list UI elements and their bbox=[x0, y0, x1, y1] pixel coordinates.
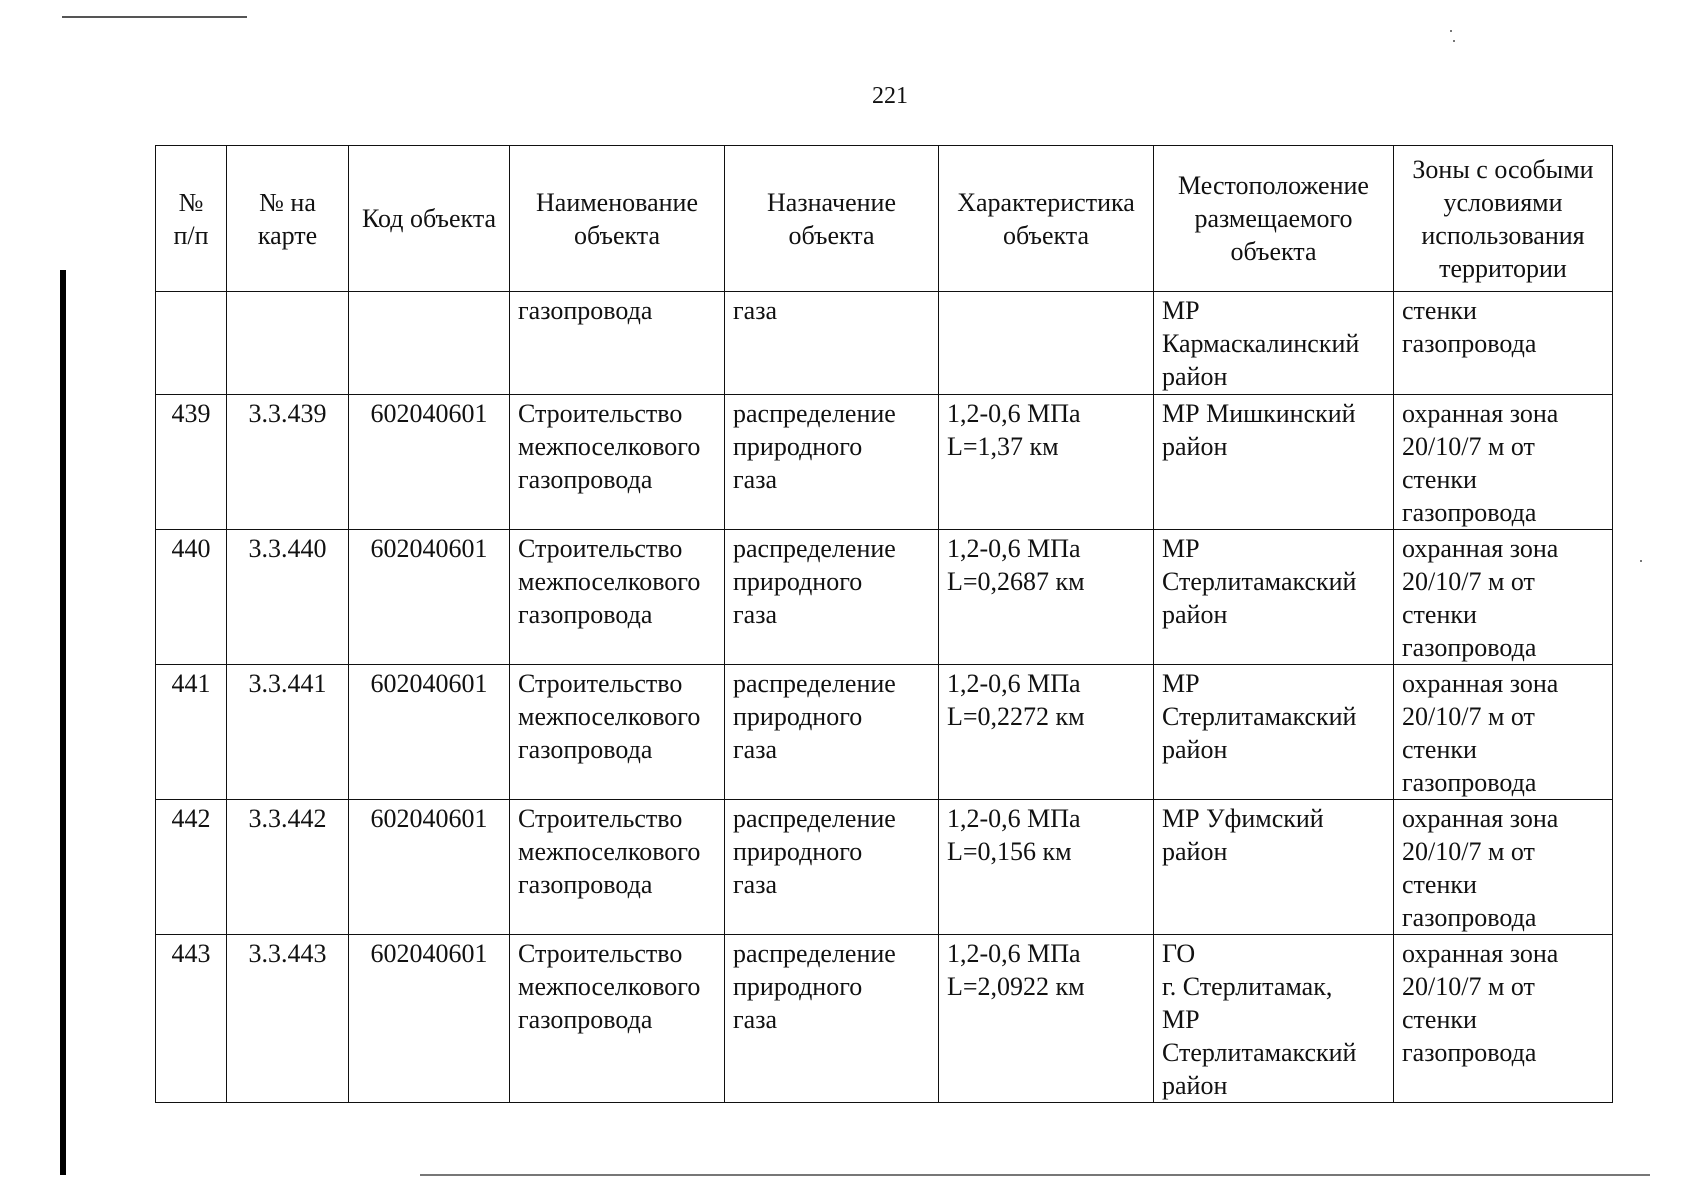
cell-text-line: Стерлитамакский bbox=[1162, 567, 1357, 596]
cell-text-line: 1,2-0,6 МПа bbox=[947, 534, 1081, 563]
header-special-zones bbox=[1394, 146, 1613, 292]
header-object-characteristic bbox=[939, 146, 1154, 292]
cell-text-line: стенки bbox=[1402, 735, 1477, 764]
cell-text-line: Строительство bbox=[518, 804, 683, 833]
cell-text-line: Строительство bbox=[518, 399, 683, 428]
cell-text-line: Строительство bbox=[518, 534, 683, 563]
cell-text-line: межпоселкового bbox=[518, 702, 701, 731]
cell-text-line: газопровода bbox=[1402, 903, 1537, 932]
cell-text-line: Назначение bbox=[767, 187, 896, 217]
cell-text-line: L=0,156 км bbox=[947, 837, 1072, 866]
cell-object-name bbox=[510, 665, 725, 800]
cell-text-line: район bbox=[1162, 1071, 1228, 1100]
cell-row-number: 442 bbox=[156, 800, 227, 935]
table-row bbox=[156, 665, 1613, 800]
cell-object-name bbox=[510, 395, 725, 530]
cell-text-line: стенки bbox=[1402, 1005, 1477, 1034]
cell-text-line: газопровода bbox=[518, 600, 653, 629]
cell-special-zones bbox=[1394, 665, 1613, 800]
cell-object-purpose bbox=[725, 935, 939, 1103]
cell-map-number: 3.3.439 bbox=[227, 395, 349, 530]
cell-text-line: г. Стерлитамак, bbox=[1162, 972, 1333, 1001]
header-map-number bbox=[227, 146, 349, 292]
cell-text-line: межпоселкового bbox=[518, 432, 701, 461]
scan-artifact-dot bbox=[1450, 30, 1452, 32]
cell-text-line: 1,2-0,6 МПа bbox=[947, 939, 1081, 968]
cell-text-line: условиями bbox=[1443, 187, 1563, 217]
cell-object-name bbox=[510, 292, 725, 395]
cell-text-line: распределение bbox=[733, 669, 896, 698]
cell-text-line: стенки bbox=[1402, 296, 1477, 325]
cell-text-line: газопровода bbox=[1402, 329, 1537, 358]
cell-object-name bbox=[510, 800, 725, 935]
scan-artifact-bottom-line bbox=[420, 1174, 1650, 1176]
cell-text-line: L=1,37 км bbox=[947, 432, 1059, 461]
cell-text-line: стенки bbox=[1402, 870, 1477, 899]
cell-text-line: район bbox=[1162, 600, 1228, 629]
cell-map-number: 3.3.442 bbox=[227, 800, 349, 935]
page-number: 221 bbox=[872, 83, 908, 109]
cell-text-line: газа bbox=[733, 870, 778, 899]
cell-text-line: 1,2-0,6 МПа bbox=[947, 669, 1081, 698]
cell-text-line: карте bbox=[257, 220, 318, 250]
cell-text-line: объекта bbox=[1002, 220, 1090, 250]
cell-text-line: Наименование bbox=[536, 187, 698, 217]
cell-text-line: охранная зона bbox=[1402, 804, 1559, 833]
cell-text-line: Код объекта bbox=[361, 204, 497, 233]
cell-text-line: газа bbox=[733, 735, 778, 764]
cell-text-line: газопровода bbox=[1402, 633, 1537, 662]
cell-text-line: объекта bbox=[573, 220, 661, 250]
table-row bbox=[156, 935, 1613, 1103]
cell-text-line: природного bbox=[733, 567, 863, 596]
cell-row-number: 440 bbox=[156, 530, 227, 665]
cell-text-line: газопровода bbox=[518, 465, 653, 494]
cell-text-line: объекта bbox=[1230, 237, 1317, 266]
cell-text-line: Местоположение bbox=[1178, 171, 1369, 200]
cell-object-code: 602040601 bbox=[349, 530, 510, 665]
cell-object-purpose bbox=[725, 530, 939, 665]
cell-text-line: газопровода bbox=[1402, 1038, 1537, 1067]
cell-text-line: Характеристика bbox=[957, 187, 1135, 217]
cell-object-characteristic bbox=[939, 665, 1154, 800]
cell-text-line: природного bbox=[733, 972, 863, 1001]
cell-text-line: 20/10/7 м от bbox=[1402, 432, 1535, 461]
cell-object-code: 602040601 bbox=[349, 800, 510, 935]
cell-object-purpose bbox=[725, 800, 939, 935]
header-object-code bbox=[349, 146, 510, 292]
cell-text-line: район bbox=[1162, 837, 1228, 866]
cell-map-number: 3.3.441 bbox=[227, 665, 349, 800]
cell-text-line: 1,2-0,6 МПа bbox=[947, 399, 1081, 428]
table-header-row bbox=[156, 146, 1613, 292]
cell-row-number: 443 bbox=[156, 935, 227, 1103]
table-row bbox=[156, 530, 1613, 665]
cell-text-line: межпоселкового bbox=[518, 972, 701, 1001]
cell-text-line: природного bbox=[733, 702, 863, 731]
scan-artifact-left-bar bbox=[60, 270, 66, 1175]
cell-text-line: газопровода bbox=[518, 735, 653, 764]
cell-special-zones bbox=[1394, 935, 1613, 1103]
header-object-location bbox=[1154, 146, 1394, 292]
cell-object-location bbox=[1154, 395, 1394, 530]
cell-text-line: район bbox=[1162, 432, 1228, 461]
cell-text-line: территории bbox=[1439, 253, 1567, 283]
cell-text-line: п/п bbox=[173, 220, 209, 250]
cell-special-zones bbox=[1394, 800, 1613, 935]
cell-text-line: межпоселкового bbox=[518, 837, 701, 866]
cell-text-line: район bbox=[1162, 735, 1228, 764]
cell-map-number: 3.3.443 bbox=[227, 935, 349, 1103]
cell-text-line: L=2,0922 км bbox=[947, 972, 1085, 1001]
cell-object-characteristic bbox=[939, 800, 1154, 935]
cell-object-purpose bbox=[725, 665, 939, 800]
cell-text-line: 20/10/7 м от bbox=[1402, 567, 1535, 596]
scan-artifact-dot bbox=[1453, 40, 1455, 42]
cell-text-line: МР bbox=[1162, 1005, 1200, 1034]
cell-text-line: размещаемого bbox=[1194, 204, 1353, 233]
cell-text-line: Зоны с особыми bbox=[1412, 154, 1594, 184]
cell-object-characteristic bbox=[939, 395, 1154, 530]
cell-text-line: МР Мишкинский bbox=[1162, 399, 1356, 428]
cell-object-purpose bbox=[725, 292, 939, 395]
cell-object-characteristic bbox=[939, 292, 1154, 395]
cell-text-line: район bbox=[1162, 362, 1228, 391]
header-row-number bbox=[156, 146, 227, 292]
cell-text-line: газа bbox=[733, 296, 778, 325]
cell-text-line: 20/10/7 м от bbox=[1402, 702, 1535, 731]
cell-object-name bbox=[510, 935, 725, 1103]
cell-object-location bbox=[1154, 800, 1394, 935]
cell-object-location bbox=[1154, 530, 1394, 665]
cell-text-line: Кармаскалинский bbox=[1162, 329, 1360, 358]
cell-text-line: Стерлитамакский bbox=[1162, 702, 1357, 731]
cell-text-line: Строительство bbox=[518, 939, 683, 968]
cell-text-line: 20/10/7 м от bbox=[1402, 837, 1535, 866]
table-row bbox=[156, 395, 1613, 530]
cell-object-characteristic bbox=[939, 935, 1154, 1103]
cell-text-line: газа bbox=[733, 465, 778, 494]
cell-row-number: 439 bbox=[156, 395, 227, 530]
cell-text-line: распределение bbox=[733, 939, 896, 968]
cell-text-line: 1,2-0,6 МПа bbox=[947, 804, 1081, 833]
cell-text-line: газа bbox=[733, 1005, 778, 1034]
object-registry-table bbox=[155, 145, 1613, 1103]
cell-text-line: газопровода bbox=[1402, 768, 1537, 797]
cell-text-line: МР bbox=[1162, 669, 1200, 698]
cell-object-code: 602040601 bbox=[349, 395, 510, 530]
cell-text-line: газопровода bbox=[1402, 498, 1537, 527]
cell-map-number: 3.3.440 bbox=[227, 530, 349, 665]
cell-special-zones bbox=[1394, 530, 1613, 665]
cell-text-line: № на bbox=[259, 187, 316, 217]
cell-text-line: № bbox=[178, 187, 204, 217]
cell-text-line: 20/10/7 м от bbox=[1402, 972, 1535, 1001]
cell-text-line: газопровода bbox=[518, 1005, 653, 1034]
cell-object-code: 602040601 bbox=[349, 935, 510, 1103]
cell-object-location bbox=[1154, 935, 1394, 1103]
cell-object-purpose bbox=[725, 395, 939, 530]
cell-text-line: газа bbox=[733, 600, 778, 629]
cell-text-line: объекта bbox=[788, 220, 875, 250]
cell-text-line: стенки bbox=[1402, 600, 1477, 629]
cell-text-line: МР Уфимский bbox=[1162, 804, 1324, 833]
cell-row-number: 441 bbox=[156, 665, 227, 800]
cell-object-code bbox=[349, 292, 510, 395]
cell-text-line: L=0,2272 км bbox=[947, 702, 1085, 731]
cell-text-line: L=0,2687 км bbox=[947, 567, 1085, 596]
cell-object-characteristic bbox=[939, 530, 1154, 665]
cell-text-line: Строительство bbox=[518, 669, 683, 698]
cell-text-line: МР bbox=[1162, 534, 1200, 563]
cell-row-number bbox=[156, 292, 227, 395]
table-body bbox=[156, 292, 1613, 1103]
cell-object-location bbox=[1154, 665, 1394, 800]
header-object-purpose bbox=[725, 146, 939, 292]
cell-text-line: межпоселкового bbox=[518, 567, 701, 596]
cell-text-line: газопровода bbox=[518, 870, 653, 899]
cell-text-line: распределение bbox=[733, 534, 896, 563]
cell-map-number bbox=[227, 292, 349, 395]
cell-object-code: 602040601 bbox=[349, 665, 510, 800]
cell-text-line: природного bbox=[733, 432, 863, 461]
cell-special-zones bbox=[1394, 395, 1613, 530]
header-object-name bbox=[510, 146, 725, 292]
table-row bbox=[156, 800, 1613, 935]
cell-text-line: стенки bbox=[1402, 465, 1477, 494]
cell-text-line: ГО bbox=[1162, 939, 1196, 968]
cell-special-zones bbox=[1394, 292, 1613, 395]
cell-text-line: распределение bbox=[733, 399, 896, 428]
scan-artifact-dot bbox=[1640, 560, 1642, 562]
cell-text-line: газопровода bbox=[518, 296, 653, 325]
cell-text-line: охранная зона bbox=[1402, 669, 1559, 698]
cell-text-line: природного bbox=[733, 837, 863, 866]
scan-artifact-top-line bbox=[62, 16, 247, 18]
cell-text-line: охранная зона bbox=[1402, 939, 1559, 968]
cell-object-location bbox=[1154, 292, 1394, 395]
cell-text-line: распределение bbox=[733, 804, 896, 833]
cell-text-line: использования bbox=[1421, 220, 1585, 250]
cell-text-line: Стерлитамакский bbox=[1162, 1038, 1357, 1067]
cell-object-name bbox=[510, 530, 725, 665]
table-row bbox=[156, 292, 1613, 395]
cell-text-line: охранная зона bbox=[1402, 534, 1559, 563]
cell-text-line: МР bbox=[1162, 296, 1200, 325]
cell-text-line: охранная зона bbox=[1402, 399, 1559, 428]
